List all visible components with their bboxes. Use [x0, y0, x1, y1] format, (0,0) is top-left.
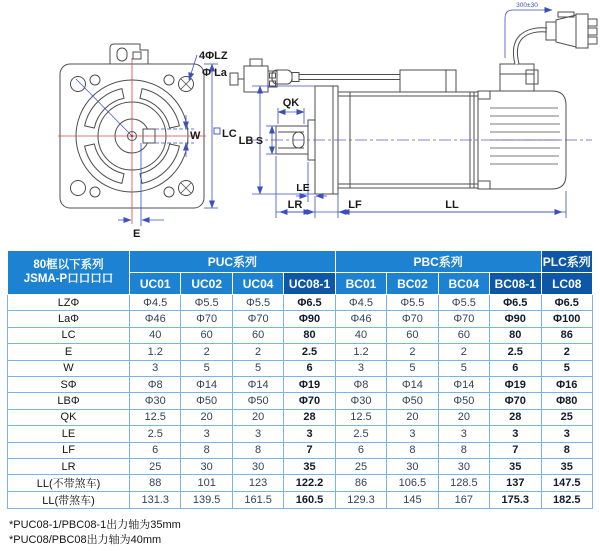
- value-cell: 139.5: [181, 492, 232, 509]
- value-cell: Φ4.5: [335, 295, 386, 311]
- spec-table-body: [8, 295, 593, 509]
- value-cell: Φ50: [438, 393, 489, 409]
- value-cell: 3: [490, 426, 541, 442]
- value-cell: Φ100: [541, 311, 593, 327]
- value-cell: 3: [181, 426, 232, 442]
- value-cell: 131.3: [130, 492, 181, 509]
- value-cell: 86: [541, 327, 593, 343]
- value-cell: Φ19: [490, 376, 541, 392]
- value-cell: 161.5: [232, 492, 283, 509]
- table-row: [8, 409, 593, 425]
- value-cell: 5: [387, 360, 438, 376]
- value-cell: 6: [284, 360, 335, 376]
- row-label-cell: LE: [8, 426, 130, 442]
- row-label-cell: LC: [8, 327, 130, 343]
- value-cell: Φ30: [335, 393, 386, 409]
- row-label-cell: LBΦ: [8, 393, 130, 409]
- value-cell: 5: [181, 360, 232, 376]
- table-row: [8, 442, 593, 458]
- value-cell: 3: [232, 426, 283, 442]
- value-cell: 20: [232, 409, 283, 425]
- table-row: [8, 492, 593, 509]
- row-label-cell: W: [8, 360, 130, 376]
- value-cell: 2.5: [335, 426, 386, 442]
- value-cell: 106.5: [387, 475, 438, 492]
- value-cell: 8: [232, 442, 283, 458]
- value-cell: 60: [387, 327, 438, 343]
- power-cable: [515, 30, 547, 64]
- value-cell: 28: [490, 409, 541, 425]
- table-row: [8, 360, 593, 376]
- value-cell: 20: [181, 409, 232, 425]
- value-cell: 160.5: [284, 492, 335, 509]
- series-group-header: PBC系列: [335, 251, 541, 273]
- value-cell: Φ70: [490, 393, 541, 409]
- value-cell: 1.2: [335, 344, 386, 360]
- value-cell: 88: [130, 475, 181, 492]
- footnote: *PUC08-1/PBC08-1出力轴为35mm: [9, 519, 181, 532]
- value-cell: 6: [490, 360, 541, 376]
- value-cell: 2: [438, 344, 489, 360]
- value-cell: 30: [387, 458, 438, 474]
- value-cell: 2: [181, 344, 232, 360]
- value-cell: 40: [335, 327, 386, 343]
- value-cell: 128.5: [438, 475, 489, 492]
- value-cell: Φ6.5: [284, 295, 335, 311]
- power-plug: [546, 12, 597, 48]
- value-cell: 3: [541, 426, 593, 442]
- encoder-cable: [272, 70, 456, 92]
- value-cell: 20: [387, 409, 438, 425]
- value-cell: 175.3: [490, 492, 541, 509]
- footnotes: [7, 509, 593, 548]
- value-cell: Φ6.5: [541, 295, 593, 311]
- value-cell: 137: [490, 475, 541, 492]
- value-cell: 101: [181, 475, 232, 492]
- dim-label-le: LE: [296, 182, 310, 194]
- value-cell: 40: [130, 327, 181, 343]
- value-cell: Φ5.5: [387, 295, 438, 311]
- value-cell: Φ90: [284, 311, 335, 327]
- value-cell: Φ50: [181, 393, 232, 409]
- value-cell: Φ5.5: [181, 295, 232, 311]
- value-cell: Φ80: [541, 393, 593, 409]
- corner-line2: JSMA-P口口口口: [23, 272, 114, 285]
- value-cell: 12.5: [130, 409, 181, 425]
- value-cell: 3: [387, 426, 438, 442]
- value-cell: 2.5: [130, 426, 181, 442]
- value-cell: 8: [181, 442, 232, 458]
- value-cell: 12.5: [335, 409, 386, 425]
- square-symbol: [214, 128, 220, 134]
- value-cell: 123: [232, 475, 283, 492]
- dim-label-lf: LF: [348, 199, 362, 211]
- value-cell: 60: [181, 327, 232, 343]
- value-cell: Φ4.5: [130, 295, 181, 311]
- dim-label-qk: QK: [282, 97, 300, 109]
- value-cell: 5: [541, 360, 593, 376]
- table-row: [8, 475, 593, 492]
- value-cell: 3: [130, 360, 181, 376]
- value-cell: 2.5: [490, 344, 541, 360]
- value-cell: Φ8: [130, 376, 181, 392]
- value-cell: Φ14: [438, 376, 489, 392]
- dim-label-ll: LL: [445, 199, 459, 211]
- value-cell: 6: [335, 442, 386, 458]
- value-cell: 182.5: [541, 492, 593, 509]
- dim-label-cable-length: 300±30: [516, 2, 538, 9]
- front-view: [58, 44, 206, 224]
- value-cell: 3: [438, 426, 489, 442]
- encoder-plug: [230, 59, 277, 92]
- table-row: [8, 295, 593, 311]
- row-label-cell: LF: [8, 442, 130, 458]
- value-cell: 25: [130, 458, 181, 474]
- value-cell: Φ46: [130, 311, 181, 327]
- spec-table: [7, 250, 593, 509]
- value-cell: 2: [541, 344, 593, 360]
- value-cell: Φ70: [284, 393, 335, 409]
- dim-label-4philz: 4ΦLZ: [199, 50, 228, 62]
- table-row: [8, 311, 593, 327]
- row-label-cell: QK: [8, 409, 130, 425]
- dim-label-s: S: [255, 135, 263, 147]
- value-cell: 35: [490, 458, 541, 474]
- value-cell: 5: [438, 360, 489, 376]
- table-row: [8, 327, 593, 343]
- model-header-cell: UC04: [232, 273, 283, 295]
- value-cell: 5: [232, 360, 283, 376]
- value-cell: Φ8: [335, 376, 386, 392]
- value-cell: 20: [438, 409, 489, 425]
- table-row: [8, 458, 593, 474]
- dimension-drawing: [0, 0, 600, 250]
- value-cell: 6: [130, 442, 181, 458]
- value-cell: Φ50: [232, 393, 283, 409]
- series-group-header: PLC系列: [541, 251, 593, 273]
- header-group-row: [8, 251, 593, 273]
- value-cell: 25: [335, 458, 386, 474]
- row-label-cell: LZΦ: [8, 295, 130, 311]
- value-cell: Φ46: [335, 311, 386, 327]
- table-row: [8, 376, 593, 392]
- cable-gland: [500, 64, 538, 91]
- value-cell: Φ14: [232, 376, 283, 392]
- value-cell: 35: [284, 458, 335, 474]
- dim-label-e: E: [133, 228, 141, 240]
- value-cell: Φ5.5: [232, 295, 283, 311]
- value-cell: Φ6.5: [490, 295, 541, 311]
- value-cell: 30: [181, 458, 232, 474]
- corner-header-cell: [8, 251, 130, 295]
- value-cell: 86: [335, 475, 386, 492]
- value-cell: 8: [541, 442, 593, 458]
- table-row: [8, 426, 593, 442]
- value-cell: Φ50: [387, 393, 438, 409]
- value-cell: 60: [232, 327, 283, 343]
- value-cell: 3: [284, 426, 335, 442]
- value-cell: 8: [387, 442, 438, 458]
- spec-table-section: [0, 250, 600, 548]
- motor-outline-drawing: [0, 0, 600, 250]
- dim-label-la: Φ La: [202, 67, 227, 79]
- value-cell: 28: [284, 409, 335, 425]
- value-cell: Φ16: [541, 376, 593, 392]
- corner-line1: 80框以下系列: [33, 258, 104, 271]
- spec-table-head: [8, 251, 593, 295]
- model-header-cell: BC01: [335, 273, 386, 295]
- flange-top-connector: [110, 44, 148, 64]
- value-cell: 30: [232, 458, 283, 474]
- value-cell: Φ14: [181, 376, 232, 392]
- value-cell: 2: [232, 344, 283, 360]
- value-cell: 147.5: [541, 475, 593, 492]
- value-cell: 129.3: [335, 492, 386, 509]
- dim-label-lb: LB: [238, 135, 254, 147]
- dim-label-lc: LC: [222, 128, 237, 140]
- value-cell: Φ70: [387, 311, 438, 327]
- value-cell: Φ5.5: [438, 295, 489, 311]
- value-cell: 80: [490, 327, 541, 343]
- row-label-cell: LL(不带煞车): [8, 475, 130, 492]
- value-cell: Φ30: [130, 393, 181, 409]
- value-cell: 1.2: [130, 344, 181, 360]
- model-header-cell: UC02: [181, 273, 232, 295]
- row-label-cell: E: [8, 344, 130, 360]
- value-cell: 25: [541, 409, 593, 425]
- value-cell: 145: [387, 492, 438, 509]
- value-cell: 122.2: [284, 475, 335, 492]
- series-group-header: PUC系列: [130, 251, 336, 273]
- value-cell: 3: [335, 360, 386, 376]
- value-cell: 8: [438, 442, 489, 458]
- table-row: [8, 393, 593, 409]
- value-cell: 2.5: [284, 344, 335, 360]
- model-header-cell: LC08: [541, 273, 593, 295]
- model-header-cell: UC01: [130, 273, 181, 295]
- model-header-cell: BC04: [438, 273, 489, 295]
- value-cell: 2: [387, 344, 438, 360]
- value-cell: 7: [284, 442, 335, 458]
- value-cell: Φ70: [232, 311, 283, 327]
- footnote: *PUC08/PBC08出力轴为40mm: [9, 534, 162, 547]
- dim-label-lr: LR: [287, 199, 303, 211]
- table-row: [8, 344, 593, 360]
- value-cell: Φ70: [438, 311, 489, 327]
- row-label-cell: LL(带煞车): [8, 492, 130, 509]
- row-label-cell: LR: [8, 458, 130, 474]
- row-label-cell: LaΦ: [8, 311, 130, 327]
- model-header-cell: BC02: [387, 273, 438, 295]
- value-cell: 60: [438, 327, 489, 343]
- value-cell: 30: [438, 458, 489, 474]
- model-header-cell: UC08-1: [284, 273, 335, 295]
- model-header-cell: BC08-1: [490, 273, 541, 295]
- value-cell: Φ19: [284, 376, 335, 392]
- value-cell: 167: [438, 492, 489, 509]
- row-label-cell: SΦ: [8, 376, 130, 392]
- value-cell: 35: [541, 458, 593, 474]
- dim-label-w: W: [190, 130, 201, 142]
- value-cell: 80: [284, 327, 335, 343]
- value-cell: Φ70: [181, 311, 232, 327]
- value-cell: Φ14: [387, 376, 438, 392]
- value-cell: Φ90: [490, 311, 541, 327]
- value-cell: 7: [490, 442, 541, 458]
